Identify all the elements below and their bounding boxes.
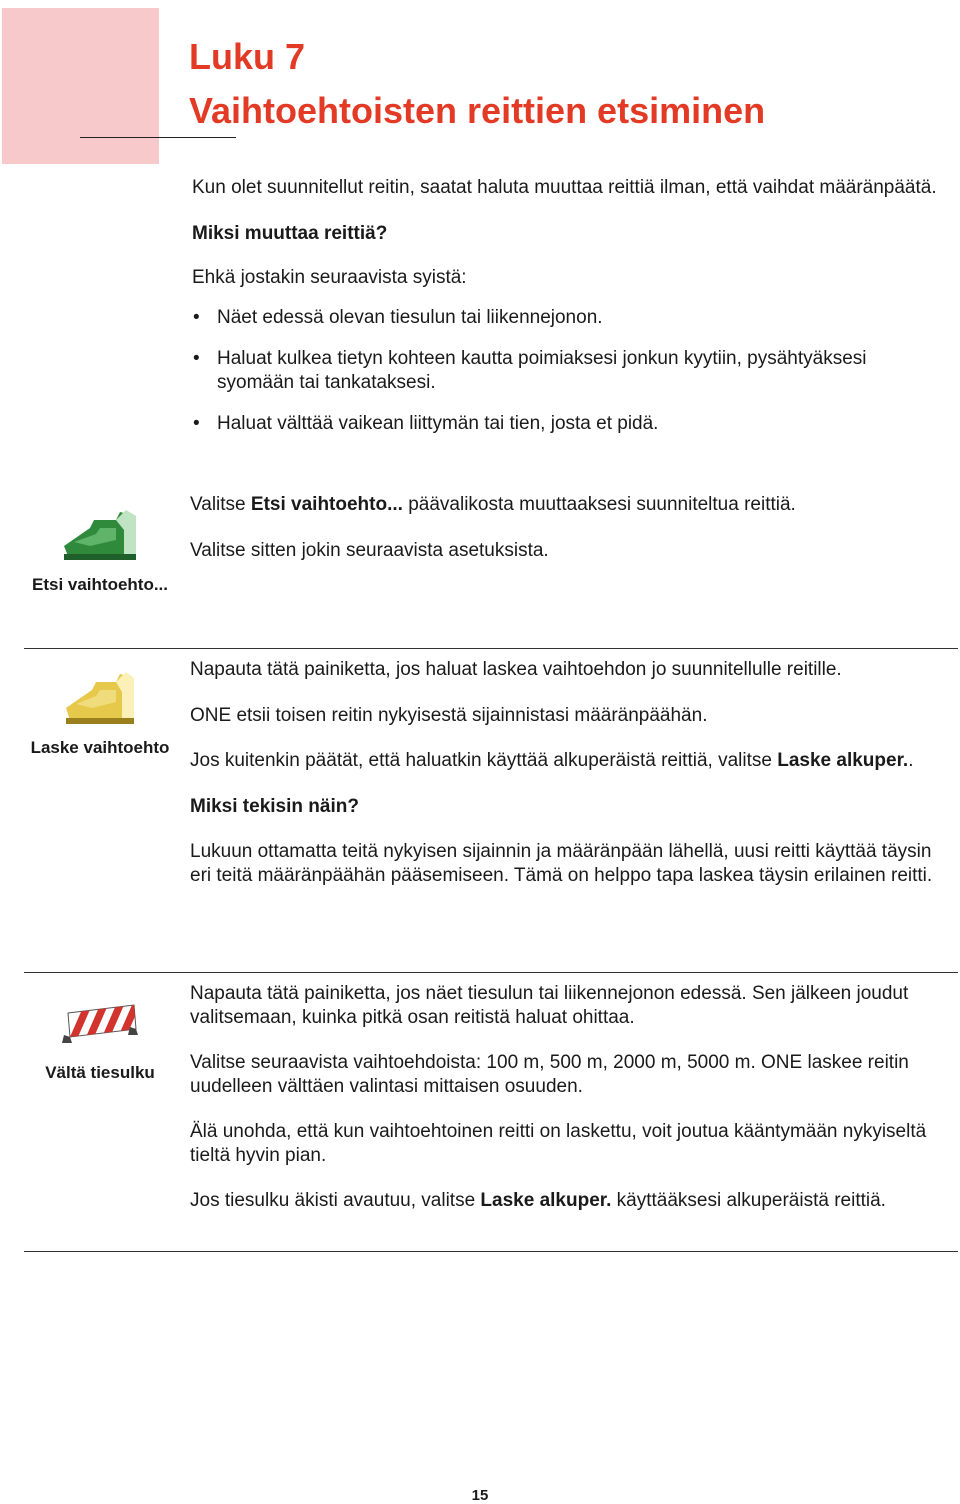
section-divider [24,1251,958,1252]
list-item: • Näet edessä olevan tiesulun tai liikennejonon. [193,307,603,328]
list-item: • Haluat välttää vaikean liittymän tai tien, josta et pidä. [193,413,659,434]
avoid-roadblock-label: Vältä tiesulku [45,1063,155,1082]
laske-paragraph-4: Lukuun ottamatta teitä nykyisen sijainnin ja määränpään lähellä, uusi reitti käyttää täysin eri teitä määränpäähän pääsemiseen. Tämä on helppo tapa laskea täysin erilainen reitti. [190,841,933,886]
section-divider [24,648,958,649]
valta-paragraph-2: Valitse seuraavista vaihtoehdoista: 100 m, 500 m, 2000 m, 5000 m. ONE laskee reitin uudelleen välttäen valintasi mittaisen osuuden. [190,1052,909,1097]
laske-paragraph-2: ONE etsii toisen reitin nykyisestä sijainnistasi määränpäähän. [190,704,708,726]
valta-text [190,982,942,1235]
etsi-line-2: Valitse sitten jokin seuraavista asetuksista. [190,539,549,561]
laske-paragraph-3: Jos kuitenkin päätät, että haluatkin käyttää alkuperäistä reittiä, valitse Laske alkuper.. [190,750,914,771]
etsi-text [190,493,942,584]
valta-paragraph-3: Älä unohda, että kun vaihtoehtoinen reitti on laskettu, voit joutua kääntymään nykyiseltä tieltä hyvin pian. [190,1121,927,1166]
find-alternative-icon[interactable] [60,506,140,566]
laske-text [190,658,942,909]
bullet-icon: • [193,348,200,369]
chapter-heading [189,30,765,138]
valta-paragraph-1: Napauta tätä painiketta, jos näet tiesulun tai liikennejonon edessä. Sen jälkeen joudut valitsemaan, kuinka pitkä osan reitistä haluat ohittaa. [190,983,909,1028]
intro-section [192,176,942,453]
chapter-label: Luku 7 [189,36,306,77]
chapter-pink-block [2,8,159,164]
etsi-line-1: Valitse Etsi vaihtoehto... päävalikosta muuttaaksesi suunniteltua reittiä. [190,494,796,515]
laske-question: Miksi tekisin näin? [190,795,359,817]
reason-list [192,306,942,436]
calculate-alternative-label: Laske vaihtoehto [30,738,170,757]
intro-lead: Ehkä jostakin seuraavista syistä: [192,267,467,288]
intro-paragraph: Kun olet suunnitellut reitin, saatat haluta muuttaa reittiä ilman, että vaihdat määränpäätä. [192,177,937,198]
section-divider [24,972,958,973]
find-alternative-label: Etsi vaihtoehto... [31,575,169,594]
calculate-alternative-icon[interactable] [62,670,138,728]
bullet-icon: • [193,413,200,434]
list-item: • Haluat kulkea tietyn kohteen kautta poimiaksesi jonkun kyytiin, pysähtyäksesi syomään tai tankataksesi. [193,348,867,393]
page-number: 15 [471,1487,489,1504]
chapter-title: Vaihtoehtoisten reittien etsiminen [189,90,766,131]
roadblock-icon[interactable] [60,1003,140,1043]
valta-paragraph-4: Jos tiesulku äkisti avautuu, valitse Laske alkuper. käyttääksesi alkuperäistä reittiä. [190,1190,886,1211]
intro-question: Miksi muuttaa reittiä? [192,223,388,244]
laske-paragraph-1: Napauta tätä painiketta, jos haluat laskea vaihtoehdon jo suunnitellulle reitille. [190,659,842,680]
bullet-icon: • [193,307,200,328]
